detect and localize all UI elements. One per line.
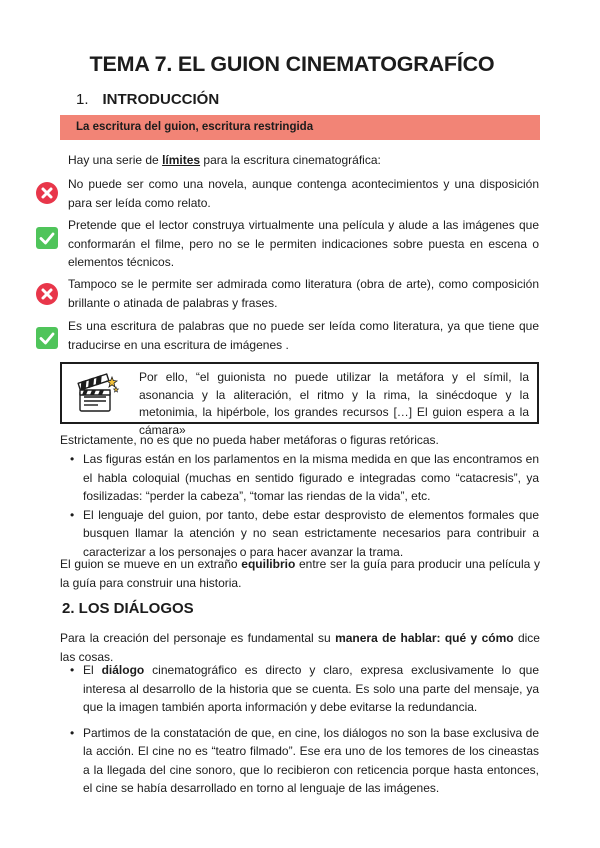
- cross-icon: [36, 283, 58, 305]
- quote-box: [60, 362, 539, 437]
- intro-text-end: para la escritura cinematográfica:: [200, 153, 381, 167]
- bullet-list-figures: [70, 450, 539, 561]
- list-item: • Partimos de la constatación de que, en cine, los diálogos no son la base exclusiva de la acción. El cine no es “teatro filmado”. Ese era uno de los temores de los cineastas a la llegada del cine sonoro, que lo recibieron con reticencia porque hasta entonces, el cine se había desarrollado en torno al lenguaje de las imágenes.: [70, 724, 539, 798]
- cross-icon: [36, 182, 58, 204]
- section-heading-dialogos: 2. LOS DIÁLOGOS: [62, 600, 194, 617]
- intro-keyword: límites: [162, 153, 201, 167]
- intro-paragraph: [68, 151, 538, 170]
- check-icon: [36, 327, 58, 349]
- section-heading-introduccion: [76, 91, 219, 108]
- limit-item: No puede ser como una novela, aunque contenga acontecimientos y una disposición para ser leída como relato.: [68, 177, 539, 210]
- dialog-intro-text-end: dice las cosas.: [60, 631, 540, 664]
- balance-text: El guion se mueve en un extraño: [60, 557, 242, 571]
- limit-item: Tampoco se le permite ser admirada como literatura (obra de arte), como composición brillante o atinada de palabras y frases.: [68, 277, 539, 310]
- subtopic-banner: La escritura del guion, escritura restringida: [60, 115, 540, 140]
- section-number: 1.: [76, 91, 89, 108]
- section-title: INTRODUCCIÓN: [102, 91, 220, 108]
- limit-item: Es una escritura de palabras que no puede ser leída como literatura, ya que tiene que traducirse en una escritura de imágenes .: [68, 319, 539, 352]
- limit-item: Pretende que el lector construya virtualmente una película y alude a las imágenes que conformarán el filme, pero no se le permiten indicaciones sobre puesta en escena o elementos técnicos.: [68, 218, 539, 269]
- dialog-intro-keyword: manera de hablar: qué y cómo: [335, 631, 514, 645]
- balance-keyword: equilibrio: [241, 557, 296, 571]
- check-icon: [36, 227, 58, 249]
- balance-paragraph: [60, 555, 540, 592]
- quote-text: Por ello, “el guionista no puede utilizar la metáfora y el símil, la asonancia y la aliteración, el ritmo y la rima, la sinécdoque y la metonimia, la hipérbole, los grandes recursos […] El guion espera a la cámara»: [139, 370, 529, 437]
- balance-text-end: entre ser la guía para producir una película y la guía para construir una historia.: [60, 557, 540, 590]
- list-item: • El lenguaje del guion, por tanto, debe estar desprovisto de elementos formales que busquen llamar la atención y no sean estrictamente necesarios para contribuir a caracterizar a los personajes o para hacer avanzar la trama.: [70, 506, 539, 562]
- dialog-intro-text: Para la creación del personaje es fundamental su: [60, 631, 336, 645]
- intro-text: Hay una serie de: [68, 153, 163, 167]
- page-title: TEMA 7. EL GUION CINEMATOGRAFÍCO: [89, 52, 495, 76]
- list-item: • El diálogo cinematográfico es directo y claro, expresa exclusivamente lo que interesa al desarrollo de la historia que se cuenta. Es solo una parte del mensaje, ya que la imagen también aporta información y debe evitarse la redundancia.: [70, 661, 539, 717]
- list-item: • Las figuras están en los parlamentos en la misma medida en que las encontramos en el habla coloquial (muchas en sentido figurado e integradas como “catacresis”, ya fosilizadas: “perder la cabeza”, “tomar las riendas de la vida”, etc.: [70, 450, 539, 506]
- strict-paragraph: Estrictamente, no es que no pueda haber metáforas o figuras retóricas.: [60, 433, 439, 447]
- clapperboard-icon: [76, 371, 120, 415]
- bullet-list-dialogs: [70, 661, 539, 798]
